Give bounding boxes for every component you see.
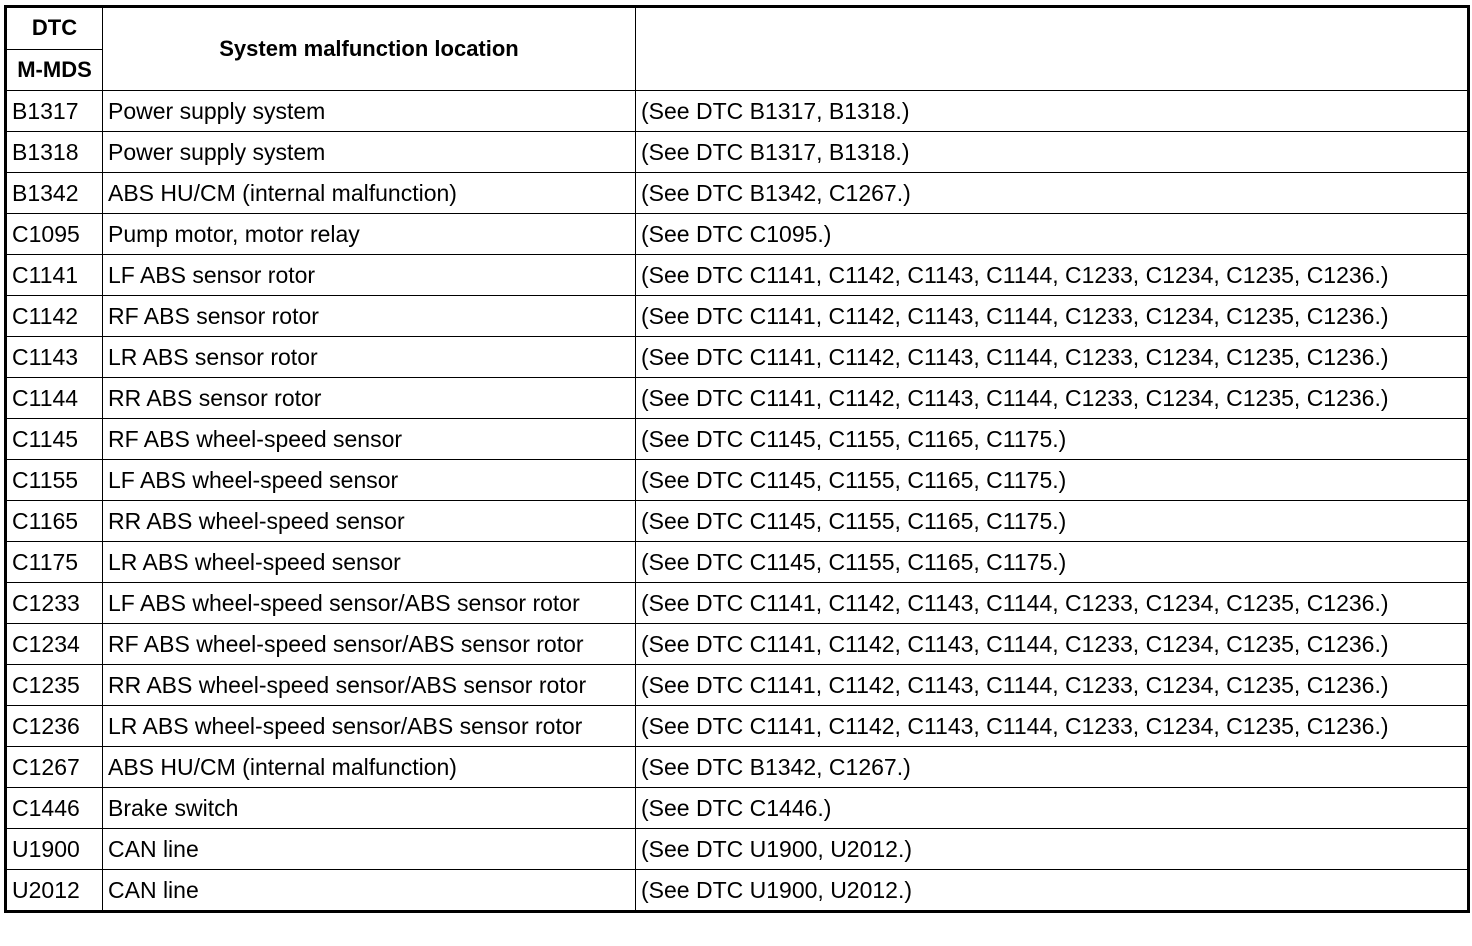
dtc-reference-cell: (See DTC B1342, C1267.) — [636, 747, 1469, 788]
dtc-table — [4, 5, 1470, 913]
dtc-code-cell: C1234 — [6, 624, 103, 665]
dtc-reference-cell: (See DTC C1145, C1155, C1165, C1175.) — [636, 419, 1469, 460]
dtc-reference-cell: (See DTC C1141, C1142, C1143, C1144, C1233, C1234, C1235, C1236.) — [636, 624, 1469, 665]
dtc-code-cell: C1446 — [6, 788, 103, 829]
malfunction-location-cell: LF ABS wheel-speed sensor — [103, 460, 636, 501]
table-row — [6, 255, 1469, 296]
dtc-code-cell: C1143 — [6, 337, 103, 378]
header-reference — [636, 7, 1469, 91]
dtc-code-cell: C1235 — [6, 665, 103, 706]
malfunction-location-cell: RR ABS sensor rotor — [103, 378, 636, 419]
table-row — [6, 214, 1469, 255]
table-row — [6, 296, 1469, 337]
header-mmds: M-MDS — [6, 49, 103, 91]
dtc-code-cell: C1236 — [6, 706, 103, 747]
dtc-reference-cell: (See DTC C1141, C1142, C1143, C1144, C1233, C1234, C1235, C1236.) — [636, 665, 1469, 706]
table-row — [6, 747, 1469, 788]
table-row — [6, 378, 1469, 419]
dtc-reference-cell: (See DTC C1141, C1142, C1143, C1144, C1233, C1234, C1235, C1236.) — [636, 378, 1469, 419]
malfunction-location-cell: Pump motor, motor relay — [103, 214, 636, 255]
dtc-reference-cell: (See DTC C1095.) — [636, 214, 1469, 255]
malfunction-location-cell: Power supply system — [103, 132, 636, 173]
malfunction-location-cell: RF ABS wheel-speed sensor — [103, 419, 636, 460]
dtc-reference-cell: (See DTC C1141, C1142, C1143, C1144, C1233, C1234, C1235, C1236.) — [636, 255, 1469, 296]
dtc-code-cell: C1144 — [6, 378, 103, 419]
malfunction-location-cell: RF ABS wheel-speed sensor/ABS sensor rotor — [103, 624, 636, 665]
malfunction-location-cell: LR ABS wheel-speed sensor — [103, 542, 636, 583]
dtc-code-cell: C1095 — [6, 214, 103, 255]
dtc-code-cell: C1145 — [6, 419, 103, 460]
malfunction-location-cell: ABS HU/CM (internal malfunction) — [103, 747, 636, 788]
malfunction-location-cell: LR ABS wheel-speed sensor/ABS sensor rotor — [103, 706, 636, 747]
dtc-code-cell: C1267 — [6, 747, 103, 788]
table-row — [6, 665, 1469, 706]
malfunction-location-cell: LF ABS wheel-speed sensor/ABS sensor rotor — [103, 583, 636, 624]
malfunction-location-cell: CAN line — [103, 829, 636, 870]
dtc-code-cell: C1155 — [6, 460, 103, 501]
dtc-reference-cell: (See DTC B1317, B1318.) — [636, 91, 1469, 132]
dtc-code-cell: C1141 — [6, 255, 103, 296]
dtc-code-cell: B1317 — [6, 91, 103, 132]
dtc-code-cell: C1175 — [6, 542, 103, 583]
malfunction-location-cell: LF ABS sensor rotor — [103, 255, 636, 296]
dtc-code-cell: U1900 — [6, 829, 103, 870]
table-row — [6, 501, 1469, 542]
dtc-reference-cell: (See DTC C1141, C1142, C1143, C1144, C1233, C1234, C1235, C1236.) — [636, 706, 1469, 747]
dtc-reference-cell: (See DTC C1145, C1155, C1165, C1175.) — [636, 542, 1469, 583]
table-row — [6, 337, 1469, 378]
table-row — [6, 788, 1469, 829]
malfunction-location-cell: RR ABS wheel-speed sensor/ABS sensor rotor — [103, 665, 636, 706]
table-row — [6, 91, 1469, 132]
table-row — [6, 706, 1469, 747]
table-row — [6, 460, 1469, 501]
dtc-reference-cell: (See DTC C1141, C1142, C1143, C1144, C1233, C1234, C1235, C1236.) — [636, 337, 1469, 378]
table-row — [6, 829, 1469, 870]
dtc-reference-cell: (See DTC B1342, C1267.) — [636, 173, 1469, 214]
dtc-reference-cell: (See DTC C1145, C1155, C1165, C1175.) — [636, 460, 1469, 501]
dtc-reference-cell: (See DTC C1446.) — [636, 788, 1469, 829]
dtc-reference-cell: (See DTC C1141, C1142, C1143, C1144, C1233, C1234, C1235, C1236.) — [636, 296, 1469, 337]
malfunction-location-cell: CAN line — [103, 870, 636, 912]
dtc-code-cell: C1142 — [6, 296, 103, 337]
header-location: System malfunction location — [103, 7, 636, 91]
table-row — [6, 624, 1469, 665]
malfunction-location-cell: RF ABS sensor rotor — [103, 296, 636, 337]
dtc-reference-cell: (See DTC B1317, B1318.) — [636, 132, 1469, 173]
malfunction-location-cell: ABS HU/CM (internal malfunction) — [103, 173, 636, 214]
malfunction-location-cell: LR ABS sensor rotor — [103, 337, 636, 378]
dtc-reference-cell: (See DTC U1900, U2012.) — [636, 870, 1469, 912]
dtc-reference-cell: (See DTC C1141, C1142, C1143, C1144, C1233, C1234, C1235, C1236.) — [636, 583, 1469, 624]
dtc-code-cell: C1165 — [6, 501, 103, 542]
table-row — [6, 870, 1469, 912]
malfunction-location-cell: Brake switch — [103, 788, 636, 829]
header-row — [6, 7, 1469, 50]
table-row — [6, 419, 1469, 460]
dtc-code-cell: U2012 — [6, 870, 103, 912]
dtc-reference-cell: (See DTC U1900, U2012.) — [636, 829, 1469, 870]
dtc-table-body — [6, 7, 1469, 912]
malfunction-location-cell: Power supply system — [103, 91, 636, 132]
table-row — [6, 583, 1469, 624]
table-row — [6, 132, 1469, 173]
header-dtc: DTC — [6, 7, 103, 50]
table-row — [6, 542, 1469, 583]
dtc-code-cell: C1233 — [6, 583, 103, 624]
malfunction-location-cell: RR ABS wheel-speed sensor — [103, 501, 636, 542]
dtc-reference-cell: (See DTC C1145, C1155, C1165, C1175.) — [636, 501, 1469, 542]
table-row — [6, 173, 1469, 214]
dtc-code-cell: B1318 — [6, 132, 103, 173]
dtc-code-cell: B1342 — [6, 173, 103, 214]
